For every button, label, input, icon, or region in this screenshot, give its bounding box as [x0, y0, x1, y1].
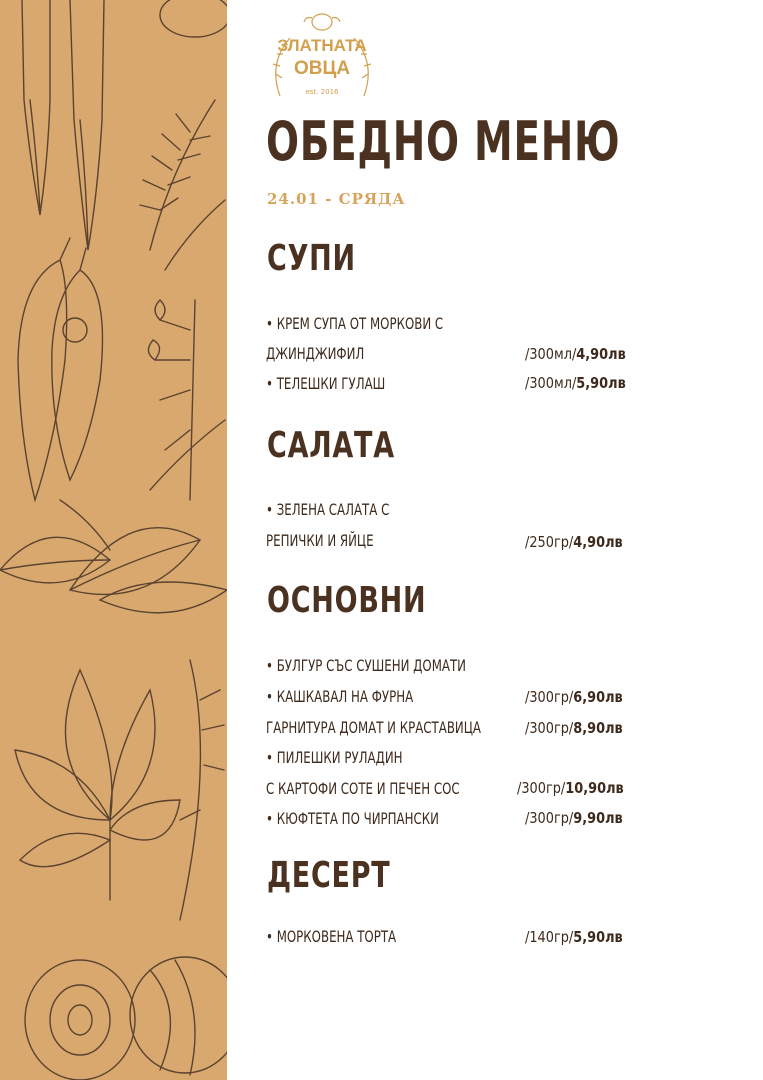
section-heading-soups: СУПИ	[267, 238, 356, 279]
menu-item-line: ГАРНИТУРА ДОМАТ И КРАСТАВИЦА	[266, 718, 481, 737]
menu-item-line: С КАРТОФИ СОТЕ И ПЕЧЕН СОС	[266, 779, 460, 798]
page-title: ОБЕДНО МЕНЮ	[266, 110, 621, 173]
section-heading-salad: САЛАТА	[267, 425, 395, 466]
price-unit: /300гр/	[525, 809, 574, 827]
menu-item-price	[525, 719, 623, 737]
section-heading-mains: ОСНОВНИ	[267, 580, 427, 621]
menu-item-price	[525, 533, 623, 551]
menu-item-line: ДЖИНДЖИФИЛ	[266, 344, 365, 363]
menu-item-line: • ПИЛЕШКИ РУЛАДИН	[266, 748, 403, 767]
menu-item-line: • КЮФТЕТА ПО ЧИРПАНСКИ	[266, 809, 439, 828]
price-amount: 5,90лв	[576, 374, 626, 392]
logo-line-2: ОВЦА	[293, 58, 351, 79]
price-unit: /140гр/	[525, 928, 574, 946]
menu-item-line: • КАШКАВАЛ НА ФУРНА	[266, 687, 414, 706]
price-amount: 6,90лв	[573, 688, 623, 706]
price-amount: 4,90лв	[576, 345, 626, 363]
price-unit: /250гр/	[525, 533, 574, 551]
menu-item-price	[525, 374, 626, 392]
price-amount: 4,90лв	[573, 533, 623, 551]
price-unit: /300мл/	[525, 345, 577, 363]
menu-item-line: • МОРКОВЕНА ТОРТА	[266, 927, 397, 946]
brand-logo	[268, 8, 376, 100]
menu-item-line: РЕПИЧКИ И ЯЙЦЕ	[266, 531, 374, 550]
menu-item-price	[525, 809, 623, 827]
price-amount: 8,90лв	[573, 719, 623, 737]
decorative-herb-panel	[0, 0, 227, 1080]
menu-item-line: • БУЛГУР СЪС СУШЕНИ ДОМАТИ	[266, 656, 466, 675]
menu-item-price	[525, 688, 623, 706]
price-unit: /300мл/	[525, 374, 577, 392]
price-unit: /300гр/	[525, 719, 574, 737]
herb-illustration	[0, 0, 227, 1080]
menu-item-price	[517, 779, 624, 797]
logo-established: est. 2016	[305, 88, 339, 96]
menu-item-line: • КРЕМ СУПА ОТ МОРКОВИ С	[266, 314, 444, 333]
menu-item-line: • ЗЕЛЕНА САЛАТА С	[266, 500, 390, 519]
price-amount: 10,90лв	[565, 779, 624, 797]
price-amount: 5,90лв	[573, 928, 623, 946]
logo-line-1: ЗЛАТНАТА	[277, 36, 367, 55]
menu-item-line: • ТЕЛЕШКИ ГУЛАШ	[266, 374, 386, 393]
menu-date: 24.01 - СРЯДА	[267, 190, 406, 208]
price-amount: 9,90лв	[573, 809, 623, 827]
menu-item-price	[525, 928, 623, 946]
section-heading-dessert: ДЕСЕРТ	[267, 855, 391, 896]
price-unit: /300гр/	[525, 688, 574, 706]
price-unit: /300гр/	[517, 779, 566, 797]
menu-item-price	[525, 345, 626, 363]
